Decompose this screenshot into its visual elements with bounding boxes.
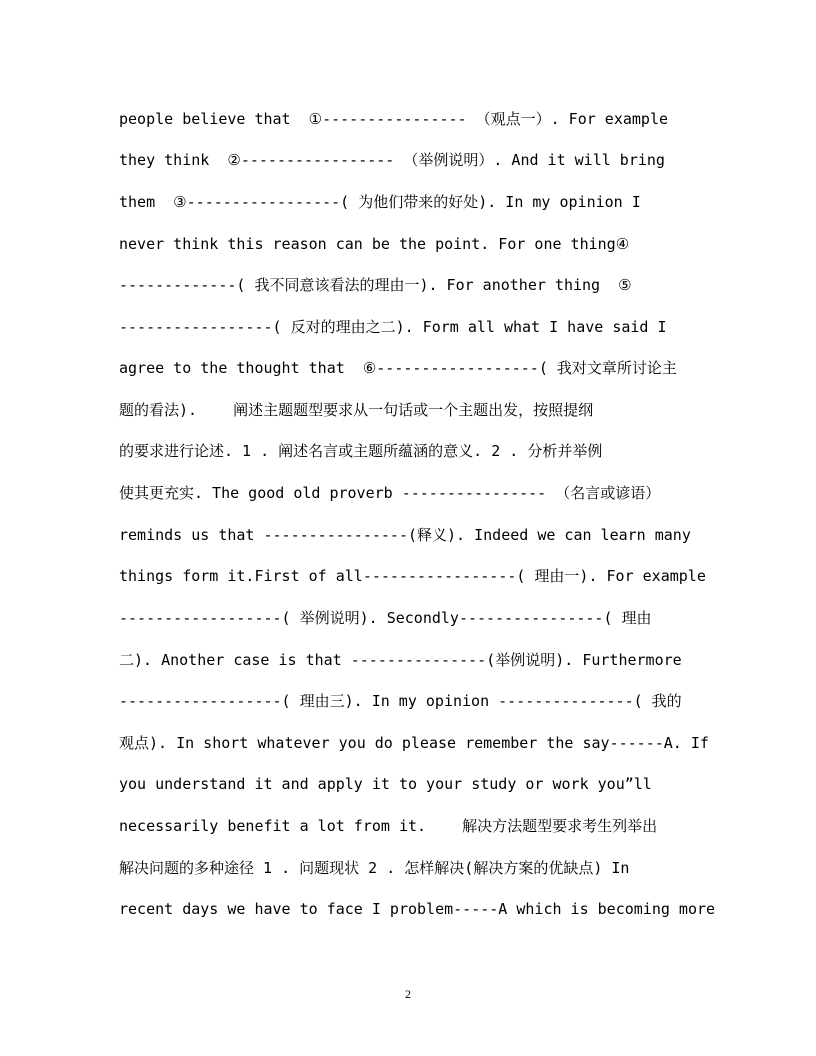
- text-line-4: never think this reason can be the point. For one thing④: [119, 235, 630, 253]
- text-line-19: 解决问题的多种途径 1 . 问题现状 2 . 怎样解决(解决方案的优缺点) In: [119, 859, 630, 877]
- text-line-10: 使其更充实. The good old proverb ---------------- （名言或谚语）: [119, 484, 661, 502]
- text-line-9: 的要求进行论述. 1 . 阐述名言或主题所蕴涵的意义. 2 . 分析并举例: [119, 442, 603, 460]
- text-line-13: ------------------( 举例说明). Secondly----------------( 理由: [119, 609, 652, 627]
- text-line-3: them ③-----------------( 为他们带来的好处). In my opinion I: [119, 193, 641, 211]
- text-line-5: -------------( 我不同意该看法的理由一). For another thing ⑤: [119, 276, 632, 294]
- text-line-14: 二). Another case is that ---------------(举例说明). Furthermore: [119, 651, 682, 669]
- text-line-17: you understand it and apply it to your study or work you”ll: [119, 775, 652, 793]
- text-line-15: ------------------( 理由三). In my opinion ---------------( 我的: [119, 692, 682, 710]
- text-line-11: reminds us that ----------------(释义). Indeed we can learn many: [119, 526, 691, 544]
- text-line-12: things form it.First of all-----------------( 理由一). For example: [119, 567, 706, 585]
- text-line-1: people believe that ①---------------- （观点一）. For example: [119, 110, 669, 128]
- text-line-18: necessarily benefit a lot from it. 解决方法题型要求考生列举出: [119, 817, 658, 835]
- text-line-7: agree to the thought that ⑥------------------( 我对文章所讨论主: [119, 359, 677, 377]
- text-line-2: they think ②----------------- （举例说明）. And it will bring: [119, 151, 665, 169]
- text-line-16: 观点). In short whatever you do please remember the say------A. If: [119, 734, 709, 752]
- text-line-8: 题的看法). 阐述主题题型要求从一句话或一个主题出发，按照提纲: [119, 401, 594, 419]
- text-line-6: -----------------( 反对的理由之二). Form all what I have said I: [119, 318, 667, 336]
- text-line-20: recent days we have to face I problem-----A which is becoming more: [119, 900, 716, 918]
- page-number: 2: [405, 987, 411, 1001]
